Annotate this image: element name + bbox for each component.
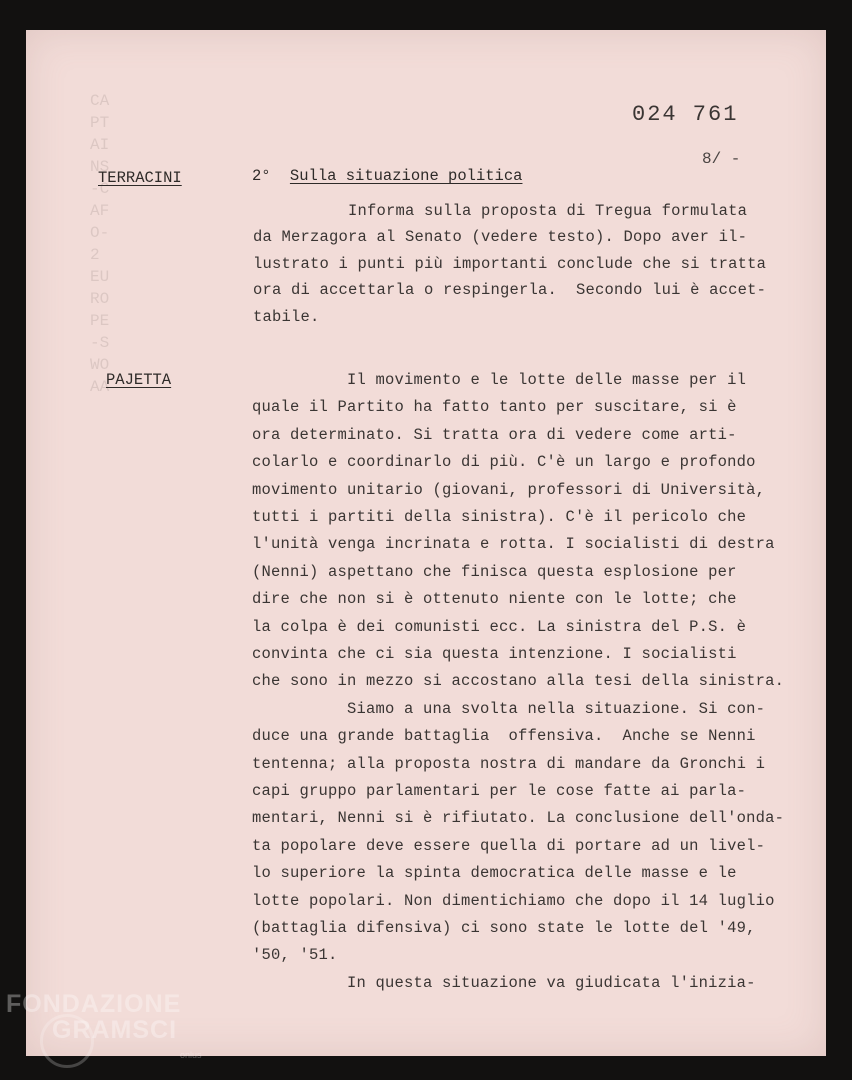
watermark-line3: onlus bbox=[180, 1050, 202, 1060]
archive-number: 024 761 bbox=[632, 102, 739, 127]
text-line: lotte popolari. Non dimentichiamo che dopo il 14 luglio bbox=[252, 891, 775, 910]
text-line: capi gruppo parlamentari per le cose fatte ai parla- bbox=[252, 782, 747, 800]
heading-text: Sulla situazione politica bbox=[289, 167, 523, 185]
speaker-name: PAJETTA bbox=[106, 371, 172, 389]
text-line: convinta che ci sia questa intenzione. I socialisti bbox=[252, 645, 737, 663]
watermark-line2: GRAMSCI bbox=[52, 1016, 178, 1044]
text-line: che sono in mezzo si accostano alla tesi della sinistra. bbox=[252, 672, 785, 691]
text-line: (Nenni) aspettano che finisca questa esplosione per bbox=[252, 562, 737, 581]
text-line: l'unità venga incrinata e rotta. I socialisti di destra bbox=[252, 535, 775, 554]
heading-number: 2° bbox=[252, 167, 271, 185]
text-line: Informa sulla proposta di Tregua formulata bbox=[253, 202, 748, 220]
section-heading bbox=[252, 167, 522, 185]
text-line: ora di accettarla o respingerla. Secondo lui è accet- bbox=[253, 281, 767, 300]
text-line: lo superiore la spinta democratica delle masse e le bbox=[252, 864, 737, 883]
text-line: tentenna; alla proposta nostra di mandare da Gronchi i bbox=[252, 754, 766, 773]
text-line: (battaglia difensiva) ci sono state le lotte del '49, bbox=[252, 919, 756, 937]
watermark-line1: FONDAZIONE bbox=[6, 990, 182, 1018]
text-line: la colpa è dei comunisti ecc. La sinistra del P.S. è bbox=[252, 617, 747, 636]
text-line: In questa situazione va giudicata l'inizia- bbox=[252, 973, 756, 992]
text-line: da Merzagora al Senato (vedere testo). Dopo aver il- bbox=[253, 228, 748, 247]
text-line: '50, '51. bbox=[252, 946, 338, 965]
text-line: ta popolare deve essere quella di portare ad un livel- bbox=[252, 836, 766, 855]
text-line: quale il Partito ha fatto tanto per suscitare, si è bbox=[252, 398, 737, 417]
text-line: dire che non si è ottenuto niente con le lotte; che bbox=[252, 590, 737, 609]
document-page bbox=[26, 30, 826, 1056]
page-number: 8/ - bbox=[702, 150, 741, 168]
text-line: Il movimento e le lotte delle masse per il bbox=[252, 371, 747, 389]
speaker-name: TERRACINI bbox=[98, 169, 182, 187]
text-line: movimento unitario (giovani, professori di Università, bbox=[252, 480, 766, 499]
text-line: lustrato i punti più importanti conclude che si tratta bbox=[253, 254, 767, 273]
text-line: tabile. bbox=[253, 307, 320, 326]
text-line: mentari, Nenni si è rifiutato. La conclusione dell'onda- bbox=[252, 809, 785, 828]
text-line: duce una grande battaglia offensiva. Anche se Nenni bbox=[252, 727, 756, 746]
text-line: tutti i partiti della sinistra). C'è il pericolo che bbox=[252, 508, 747, 526]
text-line: ora determinato. Si tratta ora di vedere come arti- bbox=[252, 425, 737, 444]
fondazione-gramsci-watermark bbox=[6, 990, 216, 1070]
text-line: Siamo a una svolta nella situazione. Si con- bbox=[252, 699, 766, 718]
text-line: colarlo e coordinarlo di più. C'è un largo e profondo bbox=[252, 453, 756, 472]
margin-stamp: CAPTAINS-CAFO-2 EUROPE-SWOAA bbox=[90, 92, 110, 396]
